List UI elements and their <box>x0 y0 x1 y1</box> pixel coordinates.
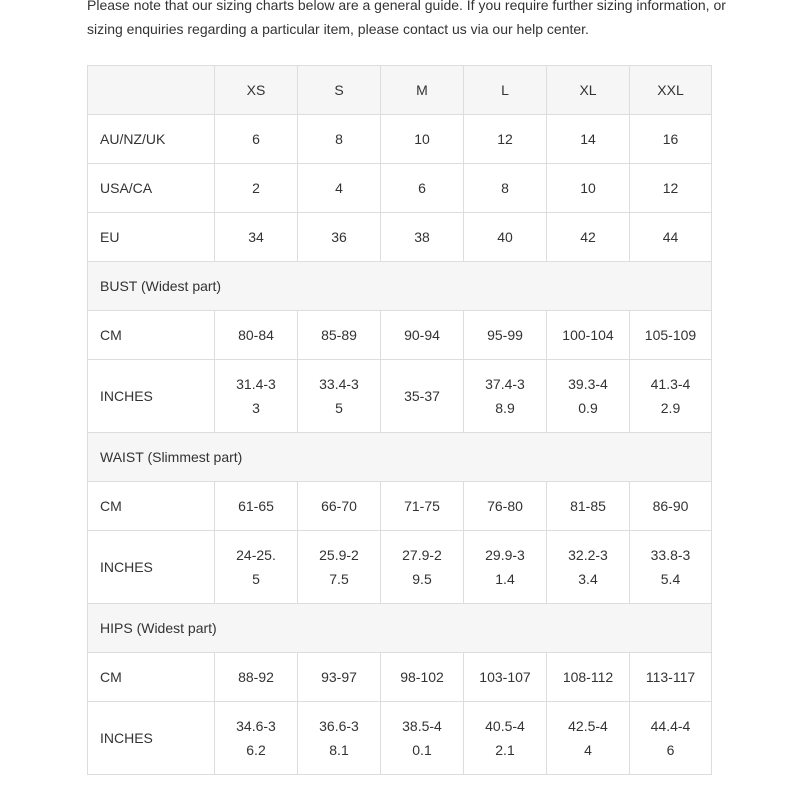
size-chart-table <box>87 65 712 775</box>
measurement-value: 29.9-31.4 <box>485 547 525 587</box>
measurement-cell <box>547 653 630 702</box>
measurement-value: 95-99 <box>487 327 523 343</box>
size-l-header: L <box>464 66 547 115</box>
measurement-value: 40.5-42.1 <box>485 718 525 758</box>
measurement-cell <box>381 531 464 604</box>
measurement-cell <box>630 653 712 702</box>
section-title: BUST (Widest part) <box>88 262 712 311</box>
table-row <box>88 164 712 213</box>
size-value-cell: 38 <box>381 213 464 262</box>
measure-unit-label: INCHES <box>88 702 215 775</box>
measurement-value: 27.9-29.5 <box>402 547 442 587</box>
measurement-value: 38.5-40.1 <box>402 718 442 758</box>
measure-unit-label: INCHES <box>88 531 215 604</box>
measurement-value: 85-89 <box>321 327 357 343</box>
measurement-cell <box>547 702 630 775</box>
measurement-value: 103-107 <box>479 669 531 685</box>
measurement-cell <box>381 482 464 531</box>
measurement-value: 61-65 <box>238 498 274 514</box>
measurement-cell <box>630 702 712 775</box>
table-row <box>88 311 712 360</box>
measurement-value: 32.2-33.4 <box>568 547 608 587</box>
size-m-header: M <box>381 66 464 115</box>
size-value-cell: 12 <box>630 164 712 213</box>
header-corner-cell <box>88 66 215 115</box>
measurement-value: 71-75 <box>404 498 440 514</box>
measurement-value: 90-94 <box>404 327 440 343</box>
measurement-cell <box>464 653 547 702</box>
measurement-cell <box>298 360 381 433</box>
measurement-value: 98-102 <box>400 669 444 685</box>
size-value-cell: 44 <box>630 213 712 262</box>
measurement-cell <box>547 482 630 531</box>
measurement-cell <box>215 702 298 775</box>
measurement-cell <box>464 482 547 531</box>
measurement-value: 42.5-44 <box>568 718 608 758</box>
measurement-value: 108-112 <box>562 669 614 685</box>
measurement-value: 100-104 <box>562 327 614 343</box>
row-label: USA/CA <box>88 164 215 213</box>
size-chart-body <box>88 66 712 775</box>
measurement-value: 81-85 <box>570 498 606 514</box>
measurement-value: 93-97 <box>321 669 357 685</box>
measurement-value: 88-92 <box>238 669 274 685</box>
measurement-value: 41.3-42.9 <box>650 376 691 416</box>
measurement-cell <box>464 531 547 604</box>
table-row <box>88 360 712 433</box>
measurement-cell <box>298 482 381 531</box>
measurement-cell <box>298 311 381 360</box>
measurement-cell <box>464 702 547 775</box>
row-label: AU/NZ/UK <box>88 115 215 164</box>
measurement-value: 25.9-27.5 <box>319 547 359 587</box>
measurement-cell <box>464 311 547 360</box>
section-header-row <box>88 604 712 653</box>
measurement-cell <box>381 653 464 702</box>
size-value-cell: 10 <box>381 115 464 164</box>
measurement-value: 66-70 <box>321 498 357 514</box>
measurement-cell <box>215 653 298 702</box>
measurement-value: 44.4-46 <box>650 718 691 758</box>
section-title: WAIST (Slimmest part) <box>88 433 712 482</box>
measurement-cell <box>630 482 712 531</box>
size-xs-header: XS <box>215 66 298 115</box>
measurement-value: 76-80 <box>487 498 523 514</box>
measurement-value: 39.3-40.9 <box>568 376 608 416</box>
measurement-cell <box>298 653 381 702</box>
sizing-guide-note: Please note that our sizing charts below are a general guide. If you require further sizing information, or sizing enquiries regarding a particular item, please contact us via our help center. <box>87 0 726 37</box>
size-value-cell: 6 <box>215 115 298 164</box>
measurement-cell <box>547 360 630 433</box>
measurement-value: 86-90 <box>652 498 689 514</box>
size-xxl-header: XXL <box>630 66 712 115</box>
size-value-cell: 36 <box>298 213 381 262</box>
section-title: HIPS (Widest part) <box>88 604 712 653</box>
measurement-cell <box>298 531 381 604</box>
measurement-value: 37.4-38.9 <box>485 376 525 416</box>
size-value-cell: 12 <box>464 115 547 164</box>
measurement-cell <box>547 531 630 604</box>
measurement-value: 80-84 <box>238 327 274 343</box>
measurement-cell <box>215 531 298 604</box>
measure-unit-label: INCHES <box>88 360 215 433</box>
size-header-row <box>88 66 712 115</box>
size-value-cell: 40 <box>464 213 547 262</box>
measurement-value: 33.8-35.4 <box>650 547 691 587</box>
measurement-value: 24-25.5 <box>236 547 276 587</box>
measurement-cell <box>298 702 381 775</box>
measurement-cell <box>464 360 547 433</box>
size-value-cell: 10 <box>547 164 630 213</box>
size-value-cell: 8 <box>298 115 381 164</box>
table-row <box>88 115 712 164</box>
measure-unit-label: CM <box>88 482 215 531</box>
measure-unit-label: CM <box>88 653 215 702</box>
size-value-cell: 4 <box>298 164 381 213</box>
measurement-cell <box>630 311 712 360</box>
section-header-row <box>88 433 712 482</box>
measurement-value: 113-117 <box>645 669 696 685</box>
measurement-value: 105-109 <box>644 327 697 343</box>
size-xl-header: XL <box>547 66 630 115</box>
size-value-cell: 2 <box>215 164 298 213</box>
table-row <box>88 702 712 775</box>
row-label: EU <box>88 213 215 262</box>
measurement-value: 35-37 <box>404 388 440 404</box>
measurement-value: 31.4-33 <box>236 376 276 416</box>
table-row <box>88 213 712 262</box>
section-header-row <box>88 262 712 311</box>
size-value-cell: 34 <box>215 213 298 262</box>
measurement-value: 34.6-36.2 <box>236 718 276 758</box>
size-value-cell: 42 <box>547 213 630 262</box>
measurement-cell <box>381 702 464 775</box>
size-value-cell: 14 <box>547 115 630 164</box>
measurement-cell <box>215 311 298 360</box>
measurement-cell <box>547 311 630 360</box>
table-row <box>88 653 712 702</box>
measure-unit-label: CM <box>88 311 215 360</box>
size-value-cell: 6 <box>381 164 464 213</box>
size-value-cell: 16 <box>630 115 712 164</box>
measurement-value: 33.4-35 <box>319 376 359 416</box>
measurement-cell <box>215 360 298 433</box>
measurement-cell <box>215 482 298 531</box>
measurement-cell <box>630 531 712 604</box>
measurement-cell <box>630 360 712 433</box>
size-s-header: S <box>298 66 381 115</box>
measurement-cell <box>381 311 464 360</box>
measurement-value: 36.6-38.1 <box>319 718 359 758</box>
table-row <box>88 531 712 604</box>
table-row <box>88 482 712 531</box>
size-value-cell: 8 <box>464 164 547 213</box>
measurement-cell <box>381 360 464 433</box>
